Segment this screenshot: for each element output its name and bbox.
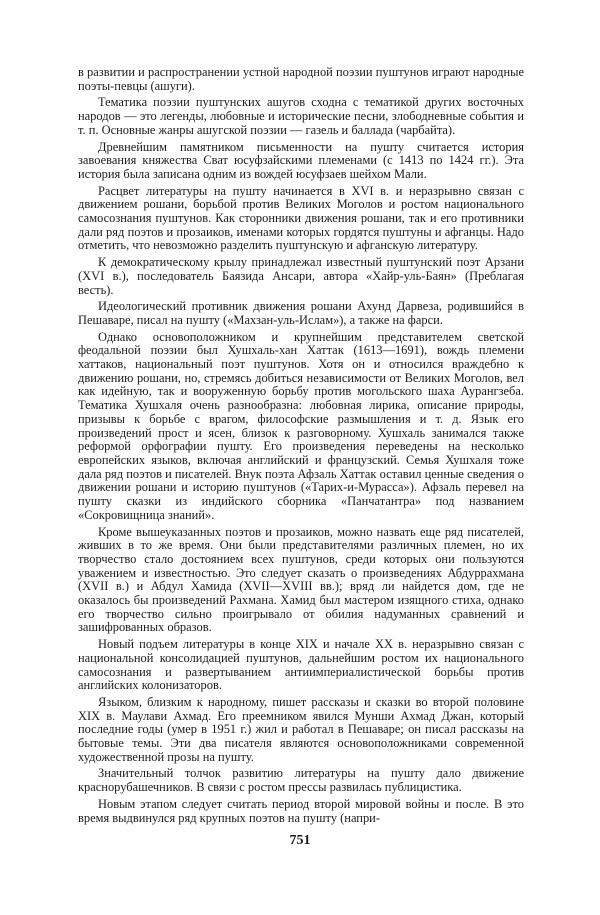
paragraph: Новым этапом следует считать период второй мировой войны и после. В это время выдвинулся ряд крупных поэтов на пушту (напри- (78, 796, 524, 825)
paragraph: Идеологический противник движения рошани Ахунд Дарвеза, родившийся в Пешаваре, писал на пушту («Махзан-уль-Ислам»), а также на фарси. (78, 299, 524, 327)
page-number: 751 (289, 833, 311, 848)
body-text (78, 66, 524, 828)
paragraph: Новый подъем литературы в конце XIX и начале XX в. неразрывно связан с национальной консолидацией пуштунов, дальнейшим ростом их национального самосознания и развертыванием антиимпериалистической борьбы против английских колонизаторов. (78, 637, 524, 693)
paragraph: Кроме вышеуказанных поэтов и прозаиков, можно назвать еще ряд писателей, живших в то же время. Они были представителями различных племен, но их творчество стало достоянием всех пуштунов, среди которых они пользуются уважением и известностью. Это следует сказать о произведениях Абдуррахмана (XVII в.) и Абдул Хамида (XVII—XVIII вв.); вряд ли найдется дом, где не оказалось бы произведений Рахмана. Хамид был мастером изящного стиха, однако его творчество сильно проигрывало от обилия надуманных сравнений и зашифрованных образов. (78, 524, 524, 635)
paragraph: Однако основоположником и крупнейшим представителем светской феодальной поэзии был Хушхаль-хан Хаттак (1613—1691), вождь племени хаттаков, национальный поэт пуштунов. Хотя он и относился враждебно к движению рошани, но, стремясь добиться независимости от Великих Моголов, вел как идейную, так и вооруженную борьбу против могольского шаха Аурангзеба. Тематика Хушхаля очень разнообразна: любовная лирика, описание природы, призывы к борьбе с врагом, философские размышления и т. д. Язык его произведений прост и ясен, близок к разговорному. Хушхаль занимался также реформой орфографии пушту. Его произведения переведены на несколько европейских языков, включая английский и французский. Семья Хушхаля тоже дала ряд поэтов и писателей. Внук поэта Афзаль Хаттак оставил ценные сведения о движении рошани и историю пуштунов («Тарих-и-Мурасса»). Афзаль перевел на пушту сказки из индийского сборника «Панчатантра» под названием «Сокровищница знаний». (78, 329, 524, 522)
paragraph: Древнейшим памятником письменности на пушту считается история завоевания княжества Сват юсуфзайскими племенами (с 1413 по 1424 гг.). Эта история была записана одним из вождей юсуфзаев шейхом Мали. (78, 139, 524, 181)
paragraph: Тематика поэзии пуштунских ашугов сходна с тематикой других восточных народов — это легенды, любовные и исторические песни, злободневные события и т. п. Основные жанры ашугской поэзии — газель и баллада (чарбайта). (78, 95, 524, 137)
paragraph: Значительный толчок развитию литературы на пушту дало движение краснорубашечников. В связи с ростом прессы развилась публицистика. (78, 766, 524, 795)
paragraph: в развитии и распространении устной народной поэзии пуштунов играют народные поэты-певцы (ашуги). (78, 65, 524, 93)
paragraph: Расцвет литературы на пушту начинается в XVI в. и неразрывно связан с движением рошани, борьбой против Великих Моголов и ростом национального самосознания пуштунов. Как сторонники движения рошани, так и его противники дали ряд поэтов и прозаиков, именами которых гордятся пуштуны и афганцы. Надо отметить, что невозможно разделить пуштунскую и афганскую литературу. (78, 183, 524, 253)
paragraph: К демократическому крылу принадлежал известный пуштунский поэт Арзани (XVI в.), последователь Баязида Ансари, автора «Хайр-уль-Баян» (Преблагая весть). (78, 255, 524, 297)
paragraph: Языком, близким к народному, пишет рассказы и сказки во второй половине XIX в. Маулави Ахмад. Его преемником явился Мунши Ахмад Джан, который последние годы (умер в 1951 г.) жил и работал в Пешаваре; он писал рассказы на бытовые темы. Эти два писателя являются основоположниками современной художественной прозы на пушту. (78, 694, 524, 764)
